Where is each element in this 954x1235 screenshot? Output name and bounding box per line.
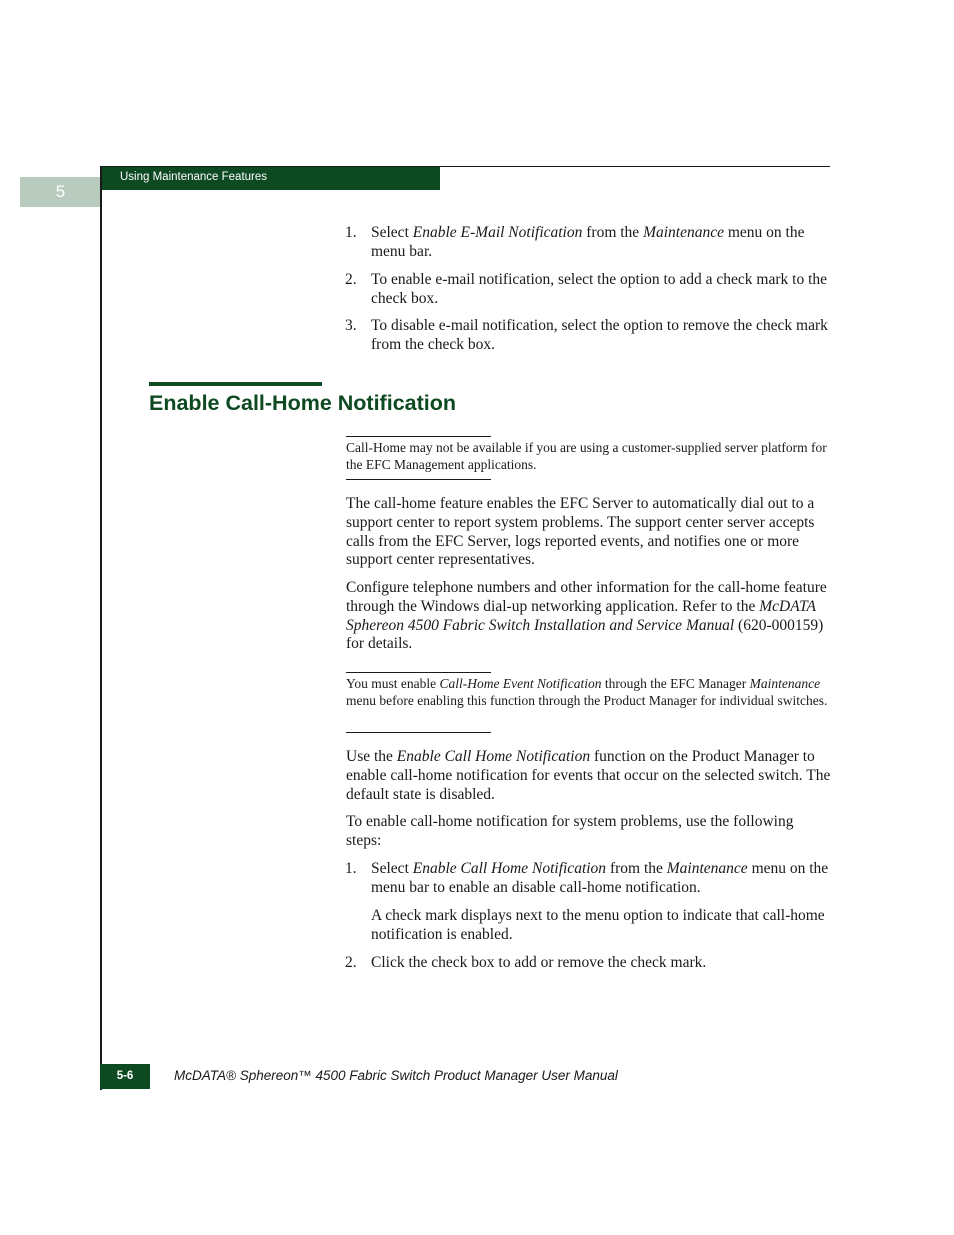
callhome-step-1-result: A check mark displays next to the menu option to indicate that call-home notification is enabled. bbox=[371, 907, 825, 943]
paragraph-callhome-feature: The call-home feature enables the EFC Server to automatically dial out to a support center to report system problems. The support center server accepts calls from the EFC Server, logs reported events, and notifies one or more support center representatives. bbox=[346, 495, 815, 569]
chapter-number-tab: 5 bbox=[20, 177, 101, 207]
emphasis-text: Enable E-Mail Notification bbox=[412, 224, 583, 241]
callhome-step-1: Select Enable Call Home Notification from the Maintenance menu on the menu bar to enable an disable call-home notification. bbox=[371, 860, 829, 896]
emphasis-text: McDATA Sphereon 4500 Fabric Switch Installation and Service Manual bbox=[346, 597, 816, 634]
section-heading: Enable Call-Home Notification bbox=[149, 391, 457, 415]
note-rule-bottom bbox=[346, 479, 491, 480]
email-step-number: 1. bbox=[345, 224, 357, 241]
footer-manual-title: McDATA® Sphereon™ 4500 Fabric Switch Product Manager User Manual bbox=[174, 1068, 618, 1083]
note-enable-event-notification: You must enable Call-Home Event Notification through the EFC Manager Maintenance menu before enabling this function through the Product Manager for individual switches. bbox=[346, 676, 828, 708]
emphasis-text: Enable Call Home Notification bbox=[412, 860, 607, 877]
paragraph-configure: Configure telephone numbers and other information for the call-home feature through the Windows dial-up networking application. Refer to the McDATA Sphereon 4500 Fabric Switch Installation and Service Manual (620-000159) for details. bbox=[346, 579, 827, 653]
emphasis-text: Call-Home Event Notification bbox=[439, 676, 602, 691]
emphasis-text: Enable Call Home Notification bbox=[396, 748, 591, 765]
left-margin-rule bbox=[100, 166, 102, 1090]
note-rule-top bbox=[346, 672, 491, 673]
note-rule-top bbox=[346, 436, 491, 437]
email-step-1: Select Enable E-Mail Notification from the Maintenance menu on the menu bar. bbox=[371, 224, 805, 260]
note-rule-bottom bbox=[346, 732, 491, 733]
email-step-number: 3. bbox=[345, 317, 357, 334]
email-step-number: 2. bbox=[345, 271, 357, 288]
email-step-3: To disable e-mail notification, select the option to remove the check mark from the check box. bbox=[371, 317, 828, 353]
page-number: 5-6 bbox=[100, 1064, 150, 1089]
section-heading-bar bbox=[149, 382, 322, 386]
callhome-step-2: Click the check box to add or remove the check mark. bbox=[371, 954, 707, 971]
emphasis-text: Maintenance bbox=[643, 224, 724, 241]
emphasis-text: Maintenance bbox=[666, 860, 748, 877]
emphasis-text: Maintenance bbox=[749, 676, 821, 691]
note-callhome-availability: Call-Home may not be available if you are using a customer-supplied server platform for the EFC Management applications. bbox=[346, 440, 827, 472]
running-header: Using Maintenance Features bbox=[120, 171, 268, 183]
email-step-2: To enable e-mail notification, select the option to add a check mark to the check box. bbox=[371, 271, 828, 307]
paragraph-use-function: Use the Enable Call Home Notification function on the Product Manager to enable call-home notification for events that occur on the selected switch. The default state is disabled. bbox=[346, 748, 831, 803]
callhome-step-number: 1. bbox=[345, 860, 357, 877]
callhome-step-number: 2. bbox=[345, 954, 357, 971]
paragraph-steps-intro: To enable call-home notification for system problems, use the following steps: bbox=[346, 813, 794, 849]
